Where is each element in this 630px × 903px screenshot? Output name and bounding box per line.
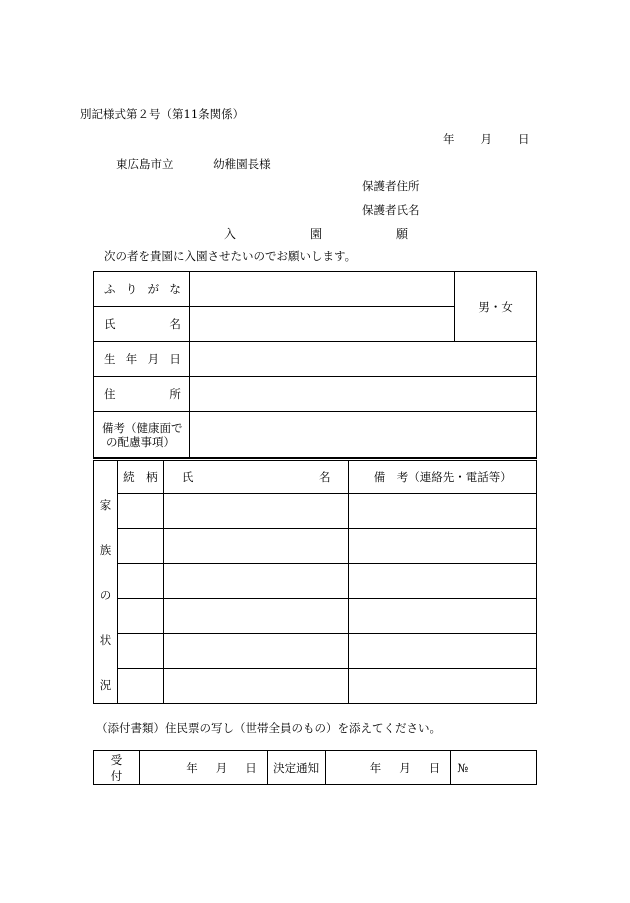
side-char: 族 <box>99 543 112 557</box>
title-char: 願 <box>395 227 408 241</box>
col-name-char: 氏 <box>181 470 194 484</box>
label-char: が <box>147 282 160 296</box>
name-cell[interactable] <box>163 494 349 529</box>
name-cell[interactable] <box>163 529 349 564</box>
remarks-cell[interactable] <box>349 564 537 599</box>
attachment-note: （添付書類）住民票の写し（世帯全員のもの）を添えてください。 <box>96 721 441 735</box>
family-table <box>93 458 537 704</box>
sex-label: 男・女 <box>478 299 513 314</box>
sex-field[interactable] <box>455 272 537 342</box>
family-row <box>94 634 537 669</box>
addressee-city: 東広島市立 <box>116 157 174 171</box>
side-char: 状 <box>99 633 112 647</box>
furigana-field[interactable] <box>189 272 454 307</box>
label-char: 氏 <box>104 317 116 331</box>
remarks-field[interactable] <box>189 412 536 458</box>
label-name <box>94 307 190 342</box>
family-side-label <box>94 460 118 704</box>
receipt-date-field[interactable] <box>139 751 267 785</box>
side-char: の <box>99 588 112 602</box>
name-cell[interactable] <box>163 669 349 704</box>
name-cell[interactable] <box>163 634 349 669</box>
label-char: ふ <box>104 282 116 296</box>
relation-cell[interactable] <box>117 669 163 704</box>
label-char: り <box>125 282 138 296</box>
relation-cell[interactable] <box>117 634 163 669</box>
name-cell[interactable] <box>163 564 349 599</box>
col-name <box>163 460 349 494</box>
guardian-name-label: 保護者氏名 <box>362 203 420 217</box>
col-remarks: 備 考（連絡先・電話等） <box>349 460 537 494</box>
request-text: 次の者を貴園に入園させたいのでお願いします。 <box>104 249 357 263</box>
label-char: 月 <box>147 352 160 366</box>
receipt-day: 日 <box>245 760 257 775</box>
form-reference: 別記様式第２号（第11条関係） <box>80 107 245 121</box>
label-char: な <box>169 282 181 296</box>
receipt-year: 年 <box>186 760 198 775</box>
number-label: № <box>457 760 469 775</box>
date-day: 日 <box>518 132 530 146</box>
title-char: 園 <box>309 227 322 241</box>
addressee <box>116 156 271 172</box>
col-name-char: 名 <box>318 470 331 484</box>
label-furigana <box>94 272 190 307</box>
family-row <box>94 494 537 529</box>
remarks-line: 備考（健康面で <box>102 420 183 435</box>
child-info-table <box>93 271 537 458</box>
date-line <box>443 131 530 147</box>
label-remarks <box>94 412 190 458</box>
remarks-cell[interactable] <box>349 494 537 529</box>
label-char: 名 <box>169 317 181 331</box>
label-char: 年 <box>125 352 138 366</box>
decision-day: 日 <box>428 760 441 775</box>
name-field[interactable] <box>189 307 454 342</box>
relation-cell[interactable] <box>117 599 163 634</box>
addressee-school: 幼稚園長様 <box>213 157 271 171</box>
address-field[interactable] <box>189 377 536 412</box>
col-relation: 続 柄 <box>117 460 163 494</box>
family-row <box>94 599 537 634</box>
date-year: 年 <box>443 132 455 146</box>
decision-year: 年 <box>369 760 382 775</box>
receipt-label: 受 付 <box>94 751 140 785</box>
side-char: 況 <box>99 678 112 692</box>
side-char: 家 <box>99 498 112 512</box>
guardian-address-label: 保護者住所 <box>362 179 420 193</box>
label-birthdate <box>94 342 190 377</box>
date-month: 月 <box>480 132 492 146</box>
relation-cell[interactable] <box>117 494 163 529</box>
label-char: 住 <box>104 387 116 401</box>
family-row <box>94 564 537 599</box>
decision-date-field[interactable] <box>325 751 451 785</box>
title-char: 入 <box>224 227 237 241</box>
label-address <box>94 377 190 412</box>
relation-cell[interactable] <box>117 529 163 564</box>
receipt-table <box>93 750 537 785</box>
relation-cell[interactable] <box>117 564 163 599</box>
remarks-cell[interactable] <box>349 634 537 669</box>
receipt-month: 月 <box>215 760 228 775</box>
number-field[interactable] <box>451 751 537 785</box>
label-char: 所 <box>169 387 181 401</box>
remarks-line: の配慮事項） <box>106 434 175 449</box>
family-row <box>94 669 537 704</box>
family-row <box>94 529 537 564</box>
remarks-cell[interactable] <box>349 529 537 564</box>
label-char: 日 <box>169 352 181 366</box>
birthdate-field[interactable] <box>189 342 536 377</box>
decision-label: 決定通知 <box>267 751 325 785</box>
form-title <box>224 225 408 242</box>
label-char: 生 <box>104 352 116 366</box>
name-cell[interactable] <box>163 599 349 634</box>
remarks-cell[interactable] <box>349 669 537 704</box>
remarks-cell[interactable] <box>349 599 537 634</box>
decision-month: 月 <box>399 760 411 775</box>
